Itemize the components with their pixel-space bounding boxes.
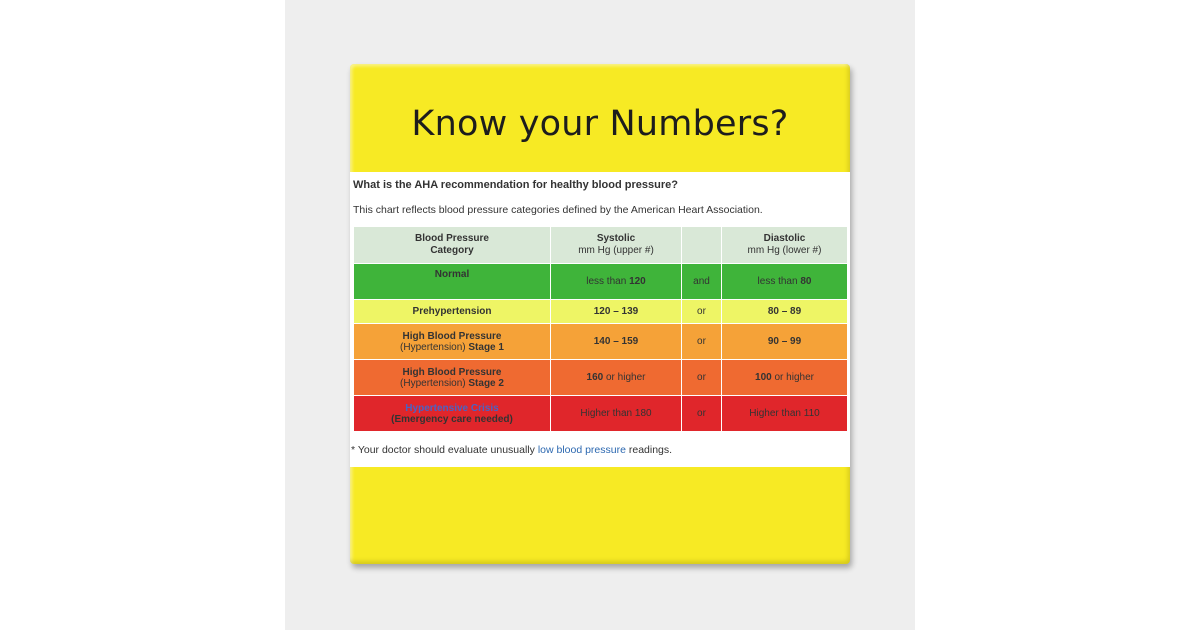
header-category-line2: Category bbox=[430, 245, 474, 256]
diastolic-prefix: Higher than bbox=[749, 408, 804, 419]
blood-pressure-table bbox=[353, 226, 848, 432]
systolic-value: 140 – 159 bbox=[593, 336, 639, 347]
connector-cell: or bbox=[682, 360, 722, 396]
category-cell bbox=[354, 324, 551, 360]
category-detail: (Emergency care needed) bbox=[391, 413, 513, 425]
table-row bbox=[354, 300, 848, 324]
systolic-cell bbox=[551, 300, 682, 324]
category-name: High Blood Pressure bbox=[402, 366, 502, 378]
diastolic-value: 80 – 89 bbox=[767, 306, 802, 317]
chart-description: This chart reflects blood pressure categories defined by the American Heart Association. bbox=[353, 204, 763, 216]
systolic-cell bbox=[551, 324, 682, 360]
table-row bbox=[354, 324, 848, 360]
header-systolic bbox=[551, 227, 682, 264]
table-body bbox=[354, 264, 848, 432]
category-detail: (Hypertension) bbox=[400, 377, 469, 389]
systolic-cell bbox=[551, 264, 682, 300]
category-stage: Stage 1 bbox=[468, 341, 504, 353]
category-name: High Blood Pressure bbox=[402, 330, 502, 342]
question-heading: What is the AHA recommendation for healthy blood pressure? bbox=[353, 179, 678, 191]
diastolic-value: 110 bbox=[803, 408, 820, 419]
systolic-suffix: or higher bbox=[603, 372, 646, 383]
category-cell bbox=[354, 264, 551, 300]
systolic-value: 120 bbox=[629, 276, 646, 287]
diastolic-value: 90 – 99 bbox=[767, 336, 802, 347]
systolic-prefix: less than bbox=[586, 276, 630, 287]
footnote-suffix: readings. bbox=[625, 444, 673, 456]
table-row bbox=[354, 360, 848, 396]
category-cell bbox=[354, 396, 551, 432]
category-name: Normal bbox=[434, 269, 470, 280]
diastolic-prefix: less than bbox=[757, 276, 801, 287]
connector-cell: or bbox=[682, 396, 722, 432]
magnet-product bbox=[350, 64, 850, 564]
diastolic-cell bbox=[722, 324, 848, 360]
header-connector bbox=[682, 227, 722, 264]
diastolic-cell bbox=[722, 300, 848, 324]
diastolic-suffix: or higher bbox=[771, 372, 814, 383]
connector-cell: or bbox=[682, 300, 722, 324]
magnet-title: Know your Numbers? bbox=[411, 104, 789, 144]
systolic-cell bbox=[551, 360, 682, 396]
header-category bbox=[354, 227, 551, 264]
diastolic-cell bbox=[722, 360, 848, 396]
category-name: Hypertensive Crisis bbox=[405, 402, 499, 414]
header-systolic-label: Systolic bbox=[596, 233, 636, 244]
systolic-cell bbox=[551, 396, 682, 432]
category-stage: Stage 2 bbox=[468, 377, 504, 389]
connector-cell: or bbox=[682, 324, 722, 360]
header-diastolic-unit: mm Hg (lower #) bbox=[747, 245, 822, 256]
table-header-row bbox=[354, 227, 848, 264]
table-row bbox=[354, 264, 848, 300]
diastolic-value: 80 bbox=[800, 276, 812, 287]
diastolic-value: 100 bbox=[755, 372, 772, 383]
low-blood-pressure-link[interactable]: low blood pressure bbox=[537, 444, 626, 456]
header-systolic-unit: mm Hg (upper #) bbox=[578, 245, 654, 256]
footnote-prefix: * Your doctor should evaluate unusually bbox=[351, 444, 538, 456]
footnote bbox=[351, 444, 672, 456]
diastolic-cell bbox=[722, 396, 848, 432]
systolic-value: 180 bbox=[634, 408, 652, 419]
connector-cell: and bbox=[682, 264, 722, 300]
table-row bbox=[354, 396, 848, 432]
category-cell bbox=[354, 300, 551, 324]
category-cell bbox=[354, 360, 551, 396]
systolic-value: 160 bbox=[586, 372, 604, 383]
header-diastolic-label: Diastolic bbox=[763, 233, 806, 244]
diastolic-cell bbox=[722, 264, 848, 300]
systolic-value: 120 – 139 bbox=[593, 306, 639, 317]
category-name: Prehypertension bbox=[412, 306, 492, 317]
category-detail: (Hypertension) bbox=[400, 341, 469, 353]
chart-panel bbox=[350, 172, 850, 467]
header-category-line1: Blood Pressure bbox=[415, 233, 489, 244]
systolic-prefix: Higher than bbox=[580, 408, 635, 419]
header-diastolic bbox=[722, 227, 848, 264]
